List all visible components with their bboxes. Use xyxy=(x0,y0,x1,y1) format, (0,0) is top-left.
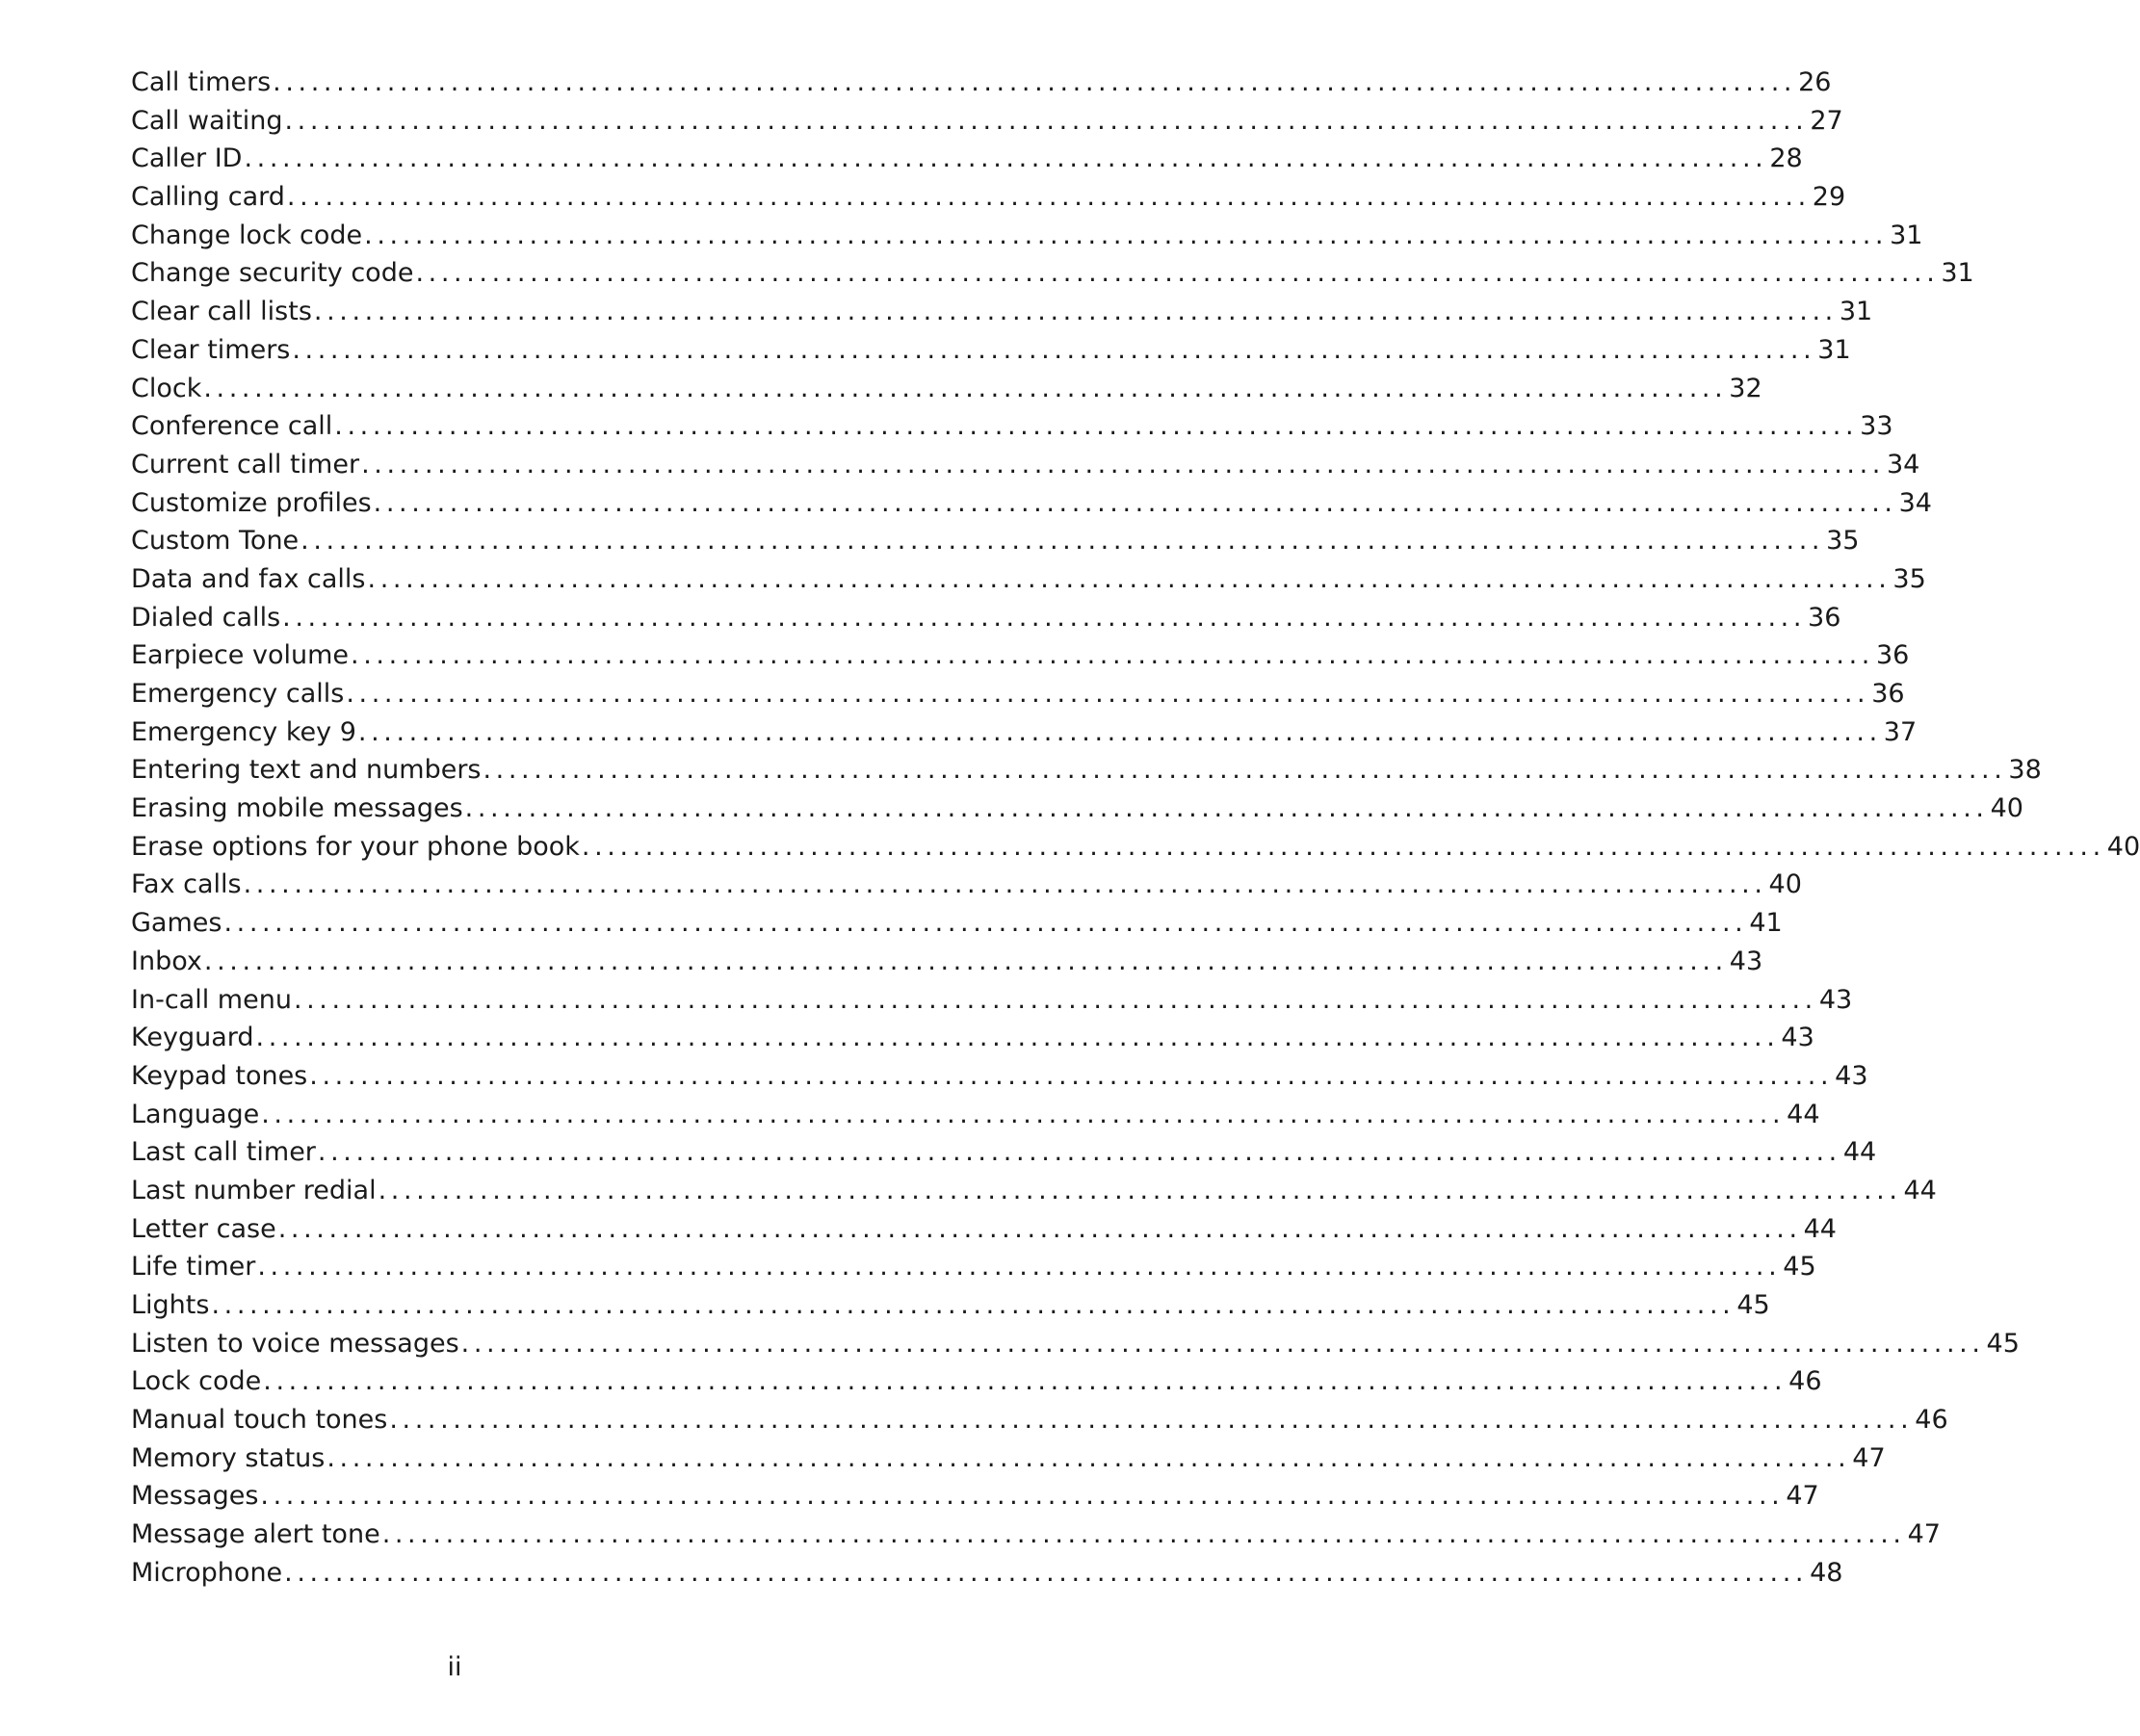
index-entry xyxy=(131,675,1905,713)
dot-leader: ........................................................................................................................ xyxy=(483,755,2007,786)
dot-leader: ........................................................................................................................ xyxy=(367,563,1892,594)
dot-leader: ........................................................................................................................ xyxy=(284,1557,1809,1588)
dot-leader: ........................................................................................................................ xyxy=(284,105,1809,136)
dot-leader: ........................................................................................................................ xyxy=(273,67,1797,97)
index-entry-label: Clock xyxy=(131,373,202,403)
index-entry xyxy=(131,1133,1877,1172)
index-entry-label: Fax calls xyxy=(131,869,242,900)
index-entry xyxy=(131,828,2140,867)
dot-leader: ........................................................................................................................ xyxy=(378,1175,1902,1205)
dot-leader: ........................................................................................................................ xyxy=(460,1328,1985,1359)
index-entry-page: 29 xyxy=(1812,182,1846,213)
dot-leader: ........................................................................................................................ xyxy=(292,334,1816,365)
index-entry xyxy=(131,1362,1822,1401)
index-entry-label: Memory status xyxy=(131,1442,326,1473)
index-entry-label: Games xyxy=(131,908,222,939)
index-entry-label: Emergency calls xyxy=(131,679,345,709)
index-entry-label: Erase options for your phone book xyxy=(131,831,580,862)
index-entry-page: 43 xyxy=(1729,946,1763,976)
dot-leader: ........................................................................................................................ xyxy=(373,487,1897,518)
index-entry xyxy=(131,484,1932,523)
index-entry xyxy=(131,790,2023,828)
index-entry xyxy=(131,522,1860,560)
index-entry-page: 47 xyxy=(1786,1481,1819,1512)
index-entry xyxy=(131,1210,1837,1249)
index-entry-label: In-call menu xyxy=(131,984,292,1015)
index-entry-label: Clear timers xyxy=(131,334,291,365)
index-entry-label: Calling card xyxy=(131,182,285,213)
index-entry-label: Manual touch tones xyxy=(131,1405,388,1436)
dot-leader: ........................................................................................................................ xyxy=(203,373,1728,403)
index-entry-page: 40 xyxy=(1768,869,1802,900)
index-entry-label: Current call timer xyxy=(131,449,360,479)
index-entry xyxy=(131,1057,1868,1096)
index-entry-page: 32 xyxy=(1729,373,1762,403)
index-entry-page: 47 xyxy=(1852,1442,1886,1473)
index-entry-page: 47 xyxy=(1907,1519,1941,1550)
index-entry-page: 31 xyxy=(1941,258,1974,289)
index-entry-page: 43 xyxy=(1818,984,1853,1015)
index-entry xyxy=(131,1286,1770,1325)
index-entry xyxy=(131,1554,1843,1593)
dot-leader: ........................................................................................................................ xyxy=(415,258,1940,289)
index-entry-label: Inbox xyxy=(131,946,202,976)
index-entry xyxy=(131,1516,1941,1554)
index-entry-label: Conference call xyxy=(131,411,333,442)
dot-leader: ........................................................................................................................ xyxy=(282,602,1807,633)
index-entry xyxy=(131,446,1920,484)
dot-leader: ........................................................................................................................ xyxy=(361,449,1885,479)
index-entry-label: Last call timer xyxy=(131,1137,316,1168)
index-entry-page: 45 xyxy=(1736,1290,1770,1320)
index-entry xyxy=(131,1019,1814,1057)
dot-leader: ........................................................................................................................ xyxy=(286,182,1811,213)
index-entry xyxy=(131,293,1873,331)
dot-leader: ........................................................................................................................ xyxy=(357,716,1882,747)
page-number-footer xyxy=(0,1648,919,1687)
index-entry-label: Earpiece volume xyxy=(131,640,350,671)
dot-leader: ........................................................................................................................ xyxy=(255,1023,1780,1053)
index-entry-label: Letter case xyxy=(131,1213,276,1244)
index-entry-label: Lights xyxy=(131,1290,210,1320)
index-entry-page: 45 xyxy=(1783,1252,1816,1283)
dot-leader: ........................................................................................................................ xyxy=(257,1252,1782,1283)
index-entry-page: 44 xyxy=(1842,1137,1877,1168)
index-entry-page: 28 xyxy=(1769,143,1803,174)
dot-leader: ........................................................................................................................ xyxy=(244,143,1768,174)
index-entry-page: 36 xyxy=(1875,640,1910,671)
index-entry-label: Change lock code xyxy=(131,220,363,250)
index-entry-page: 34 xyxy=(1898,487,1932,518)
index-entry-label: Emergency key 9 xyxy=(131,716,356,747)
index-entry-label: Entering text and numbers xyxy=(131,755,482,786)
index-entry-page: 48 xyxy=(1810,1557,1843,1588)
index-entry xyxy=(131,64,1832,102)
index-entry-page: 31 xyxy=(1839,297,1873,327)
index-entry xyxy=(131,407,1893,446)
dot-leader: ........................................................................................................................ xyxy=(326,1442,1851,1473)
index-entry-label: Last number redial xyxy=(131,1175,377,1205)
index-entry xyxy=(131,178,1846,217)
index-entry-label: Message alert tone xyxy=(131,1519,380,1550)
index-entry xyxy=(131,140,1803,178)
dot-leader: ........................................................................................................................ xyxy=(381,1519,1906,1550)
dot-leader: ........................................................................................................................ xyxy=(581,831,2105,862)
index-entry-label: Lock code xyxy=(131,1366,262,1397)
index-entry-label: Microphone xyxy=(131,1557,283,1588)
dot-leader: ........................................................................................................................ xyxy=(334,411,1859,442)
index-entry-label: Call timers xyxy=(131,67,272,97)
index-entry-page: 37 xyxy=(1883,716,1918,747)
index-entry-label: Customize profiles xyxy=(131,487,372,518)
index-entry-label: Keypad tones xyxy=(131,1060,308,1091)
index-entry-page: 31 xyxy=(1890,220,1923,250)
index-entry xyxy=(131,599,1841,637)
index-entry xyxy=(131,1248,1816,1286)
index-entry xyxy=(131,102,1843,141)
dot-leader: ........................................................................................................................ xyxy=(243,869,1767,900)
index-entry-page: 36 xyxy=(1871,679,1905,709)
dot-leader: ........................................................................................................................ xyxy=(309,1060,1834,1091)
index-entry-label: Keyguard xyxy=(131,1023,254,1053)
index-entry-page: 43 xyxy=(1781,1023,1814,1053)
dot-leader: ........................................................................................................................ xyxy=(263,1366,1788,1397)
index-entry-page: 40 xyxy=(2106,831,2140,862)
dot-leader: ........................................................................................................................ xyxy=(260,1481,1785,1512)
index-entry-page: 33 xyxy=(1860,411,1893,442)
index-entry-page: 44 xyxy=(1787,1099,1820,1129)
index-entry-page: 38 xyxy=(2008,755,2042,786)
index-entry xyxy=(131,1401,1948,1439)
index-entry xyxy=(131,370,1762,408)
index-list xyxy=(131,64,2140,1593)
dot-leader: ........................................................................................................................ xyxy=(293,984,1817,1015)
index-entry xyxy=(131,1477,1819,1516)
index-entry-page: 44 xyxy=(1803,1213,1837,1244)
index-entry xyxy=(131,1172,1937,1210)
dot-leader: ........................................................................................................................ xyxy=(313,297,1838,327)
index-entry-page: 46 xyxy=(1788,1366,1822,1397)
index-entry-label: Call waiting xyxy=(131,105,283,136)
index-entry xyxy=(131,904,1783,943)
index-entry-label: Data and fax calls xyxy=(131,563,366,594)
dot-leader: ........................................................................................................................ xyxy=(351,640,1874,671)
dot-leader: ........................................................................................................................ xyxy=(389,1405,1914,1436)
index-entry-label: Change security code xyxy=(131,258,414,289)
index-entry-label: Listen to voice messages xyxy=(131,1328,459,1359)
index-entry-label: Messages xyxy=(131,1481,259,1512)
index-entry-label: Custom Tone xyxy=(131,526,300,557)
index-entry-page: 40 xyxy=(1990,793,2023,824)
index-entry xyxy=(131,1325,2020,1363)
index-entry xyxy=(131,560,1926,599)
index-entry xyxy=(131,981,1853,1020)
dot-leader: ........................................................................................................................ xyxy=(223,908,1748,939)
index-entry-page: 35 xyxy=(1892,563,1926,594)
page-number: ii xyxy=(447,1652,462,1682)
index-entry-page: 34 xyxy=(1886,449,1920,479)
index-entry xyxy=(131,943,1763,981)
index-entry-label: Language xyxy=(131,1099,260,1129)
dot-leader: ........................................................................................................................ xyxy=(261,1099,1786,1129)
index-entry xyxy=(131,254,1974,293)
index-entry xyxy=(131,1439,1886,1478)
index-entry-page: 41 xyxy=(1749,908,1783,939)
index-entry-page: 45 xyxy=(1986,1328,2020,1359)
dot-leader: ........................................................................................................................ xyxy=(364,220,1889,250)
dot-leader: ........................................................................................................................ xyxy=(464,793,1989,824)
index-entry-page: 35 xyxy=(1826,526,1860,557)
dot-leader: ........................................................................................................................ xyxy=(203,946,1728,976)
dot-leader: ........................................................................................................................ xyxy=(300,526,1825,557)
index-entry-page: 31 xyxy=(1817,334,1851,365)
index-entry xyxy=(131,866,1802,904)
index-entry-page: 44 xyxy=(1903,1175,1937,1205)
dot-leader: ........................................................................................................................ xyxy=(277,1213,1802,1244)
index-entry-page: 46 xyxy=(1915,1405,1948,1436)
index-entry xyxy=(131,636,1910,675)
index-entry-page: 43 xyxy=(1835,1060,1868,1091)
index-entry xyxy=(131,217,1923,255)
index-entry xyxy=(131,1096,1820,1134)
index-entry xyxy=(131,751,2042,790)
index-entry-label: Caller ID xyxy=(131,143,243,174)
index-entry-page: 27 xyxy=(1810,105,1843,136)
index-entry-label: Clear call lists xyxy=(131,297,312,327)
index-entry xyxy=(131,713,1918,752)
index-entry-page: 36 xyxy=(1808,602,1841,633)
dot-leader: ........................................................................................................................ xyxy=(317,1137,1841,1168)
dot-leader: ........................................................................................................................ xyxy=(346,679,1870,709)
index-entry-page: 26 xyxy=(1798,67,1832,97)
index-entry-label: Dialed calls xyxy=(131,602,281,633)
index-entry-label: Life timer xyxy=(131,1252,256,1283)
dot-leader: ........................................................................................................................ xyxy=(211,1290,1735,1320)
index-entry-label: Erasing mobile messages xyxy=(131,793,463,824)
index-entry xyxy=(131,331,1851,370)
